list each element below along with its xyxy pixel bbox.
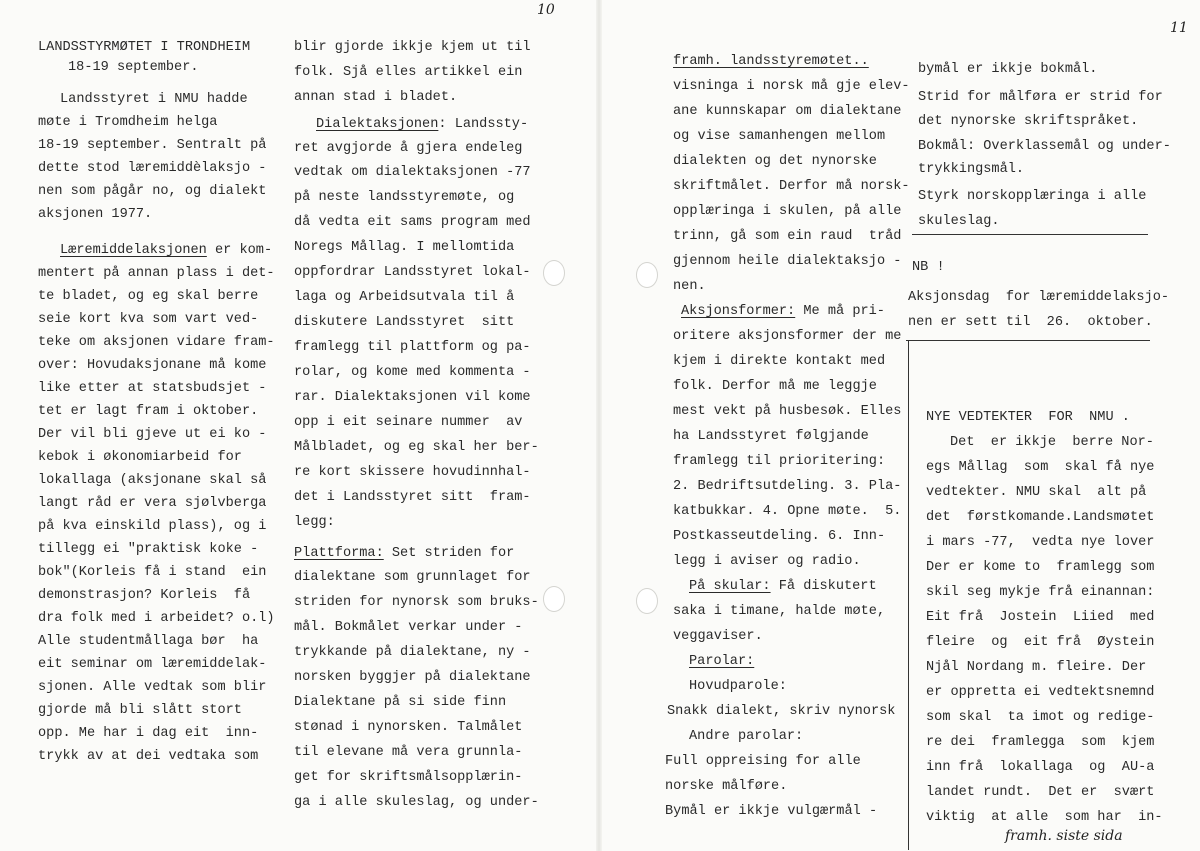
text-line: folk. Sjå elles artikkel ein (294, 65, 523, 80)
text-line: mål. Bokmålet verkar under - (294, 620, 523, 635)
section-heading-dialektaksjonen: Dialektaksjonen (316, 117, 439, 132)
text-line: Det er ikkje berre Nor- (950, 435, 1154, 450)
page-fold (596, 0, 602, 851)
text-line: teke om aksjonen vidare fram- (38, 335, 275, 350)
text-line: Strid for målføra er strid for (918, 90, 1163, 105)
text-line: framlegg til prioritering: (673, 454, 886, 469)
text-line: dette stod læremiddèlaksjo - (38, 161, 267, 176)
text-line (294, 544, 514, 564)
text-line: landet rundt. Det er svært (926, 785, 1155, 800)
text-line: møte i Tromdheim helga (38, 115, 218, 130)
section-heading-paa-skular: På skular: (689, 579, 771, 594)
text-line: dialekten og det nynorske (673, 154, 877, 169)
text-line: sjonen. Alle vedtak som blir (38, 680, 267, 695)
article-title: LANDSSTYRMØTET I TRONDHEIM (38, 40, 251, 55)
text-line: mentert på annan plass i det- (38, 266, 275, 281)
text-line: Aksjonsdag for læremiddelaksjo- (908, 290, 1170, 305)
text-line: ha Landsstyret følgjande (673, 429, 869, 444)
text-line: opplæringa i skulen, på alle (673, 204, 902, 219)
text-line (60, 241, 272, 261)
section-heading-laeremiddel: Læremiddelaksjonen (60, 243, 207, 258)
text-line: vedtekter. NMU skal alt på (926, 485, 1147, 500)
text-line: viktig at alle som har in- (926, 810, 1163, 825)
text-line: legg: (294, 515, 335, 530)
text-line: get for skriftsmålsopplærin- (294, 770, 523, 785)
text-line: bymål er ikkje bokmål. (918, 62, 1098, 77)
text-line: trykkande på dialektane, ny - (294, 645, 531, 660)
text-line: nen er sett til 26. oktober. (908, 315, 1153, 330)
text-line: saka i timane, halde møte, (673, 604, 886, 619)
text-line: opp i eit seinare nummer av (294, 415, 523, 430)
text-line: legg i aviser og radio. (673, 554, 861, 569)
text-line: trinn, gå som ein raud tråd (673, 229, 902, 244)
text-line: gjorde må bli slått stort (38, 703, 242, 718)
text-line: rolar, og kome med kommenta - (294, 365, 531, 380)
text-line: laga og Arbeidsutvala til å (294, 290, 515, 305)
section-heading-plattforma: Plattforma: (294, 546, 384, 561)
text-line: norsken byggjer på dialektane (294, 670, 531, 685)
text-line: Bokmål: Overklassemål og under- (918, 139, 1171, 154)
text-line: skil seg mykje frå einannan: (926, 585, 1155, 600)
text-line: Få diskutert (770, 579, 877, 594)
punch-hole (636, 588, 658, 614)
text-line: på kva einskild plass), og i (38, 519, 267, 534)
text-line: aksjonen 1977. (38, 207, 153, 222)
text-line: trykk av at dei vedtaka som (38, 749, 259, 764)
punch-hole (543, 260, 565, 286)
punch-hole (636, 262, 658, 288)
text-line: egs Mållag som skal få nye (926, 460, 1155, 475)
text-line: : Landssty- (438, 117, 529, 132)
text-line: bok"(Korleis få i stand ein (38, 565, 267, 580)
nb-label: NB ! (912, 260, 945, 275)
text-line: på neste landsstyremøte, og (294, 190, 515, 205)
text-line: nen. (673, 279, 706, 294)
text-line: det i Landsstyret sitt fram- (294, 490, 531, 505)
text-line: veggaviser. (673, 629, 763, 644)
text-line: er kom- (206, 243, 273, 258)
text-line: det nynorske skriftspråket. (918, 114, 1139, 129)
text-line: tet er lagt fram i oktober. (38, 404, 259, 419)
divider-rule (912, 234, 1148, 235)
text-line: demonstrasjon? Korleis få (38, 588, 251, 603)
page-number-left: 10 (537, 2, 555, 18)
section-heading-aksjonsformer: Aksjonsformer: (681, 304, 796, 319)
text-line: norske målføre. (665, 779, 788, 794)
text-line: 2. Bedriftsutdeling. 3. Pla- (673, 479, 902, 494)
text-line: 18-19 september. Sentralt på (38, 138, 267, 153)
section-heading-nye-vedtekter: NYE VEDTEKTER FOR NMU . (926, 410, 1130, 425)
text-line: striden for nynorsk som bruks- (294, 595, 539, 610)
text-line: ga i alle skuleslag, og under- (294, 795, 539, 810)
text-line: visninga i norsk må gje elev- (673, 79, 910, 94)
text-line (689, 577, 877, 597)
text-line: som skal ta imot og redige- (926, 710, 1155, 725)
text-line: Snakk dialekt, skriv nynorsk (667, 704, 896, 719)
text-line: te bladet, og eg skal berre (38, 289, 259, 304)
text-line: Andre parolar: (689, 729, 804, 744)
text-line: til elevane må vera grunnla- (294, 745, 523, 760)
text-line: blir gjorde ikkje kjem ut til (294, 40, 531, 55)
text-line: Landsstyret i NMU hadde (60, 92, 248, 107)
punch-hole (543, 586, 565, 612)
text-line: oppfordrar Landsstyret lokal- (294, 265, 531, 280)
text-line (316, 115, 528, 135)
text-line: ret avgjorde å gjera endeleg (294, 141, 523, 156)
text-line: og vise samanhengen mellom (673, 129, 886, 144)
text-line: skuleslag. (918, 214, 1000, 229)
text-line: lokallaga (aksjonane skal så (38, 473, 267, 488)
continuation-heading: framh. landsstyremøtet.. (673, 54, 869, 69)
text-line: dra folk med i arbeidet? o.l) (38, 611, 275, 626)
text-line: fleire og eit frå Øystein (926, 635, 1155, 650)
text-line: skriftmålet. Derfor må norsk- (673, 179, 910, 194)
text-line: like etter at statsbudsjet - (38, 381, 267, 396)
text-line: Bymål er ikkje vulgærmål - (665, 804, 878, 819)
text-line: kjem i direkte kontakt med (673, 354, 886, 369)
text-line: diskutere Landsstyret sitt (294, 315, 515, 330)
text-line: tillegg ei "praktisk koke - (38, 542, 259, 557)
text-line: Alle studentmållaga bør ha (38, 634, 259, 649)
text-line: det førstkomande.Landsmøtet (926, 510, 1155, 525)
text-line: Set striden for (383, 546, 515, 561)
text-line: Full oppreising for alle (665, 754, 861, 769)
text-line: seie kort kva som vart ved- (38, 312, 259, 327)
text-line: ane kunnskapar om dialektane (673, 104, 902, 119)
text-line: Me må pri- (795, 304, 885, 319)
text-line: mest vekt på husbesøk. Elles (673, 404, 902, 419)
text-line: katbukkar. 4. Opne møte. 5. (673, 504, 902, 519)
text-line: over: Hovudaksjonane må kome (38, 358, 267, 373)
text-line: Der er kome to framlegg som (926, 560, 1155, 575)
text-line: Målbladet, og eg skal her ber- (294, 440, 539, 455)
text-line: nen som pågår no, og dialekt (38, 184, 267, 199)
text-line: vedtak om dialektaksjonen -77 (294, 165, 531, 180)
page-number-right: 11 (1170, 20, 1188, 36)
text-line: re dei framlegga som kjem (926, 735, 1155, 750)
text-line: stønad i nynorsken. Talmålet (294, 720, 523, 735)
text-line: gjennom heile dialektaksjo - (673, 254, 902, 269)
text-line: framlegg til plattform og pa- (294, 340, 531, 355)
text-line: langt råd er vera sjølvberga (38, 496, 267, 511)
text-line: då vedta eit sams program med (294, 215, 531, 230)
text-line: inn frå lokallaga og AU-a (926, 760, 1155, 775)
text-line: annan stad i bladet. (294, 90, 458, 105)
text-line: Dialektane på si side finn (294, 695, 507, 710)
text-line: Postkasseutdeling. 6. Inn- (673, 529, 886, 544)
section-heading-parolar: Parolar: (689, 654, 755, 669)
text-line: opp. Me har i dag eit inn- (38, 726, 259, 741)
text-line: i mars -77, vedta nye lover (926, 535, 1155, 550)
text-line (681, 302, 885, 322)
text-line: rar. Dialektaksjonen vil kome (294, 390, 531, 405)
text-line: Der vil bli gjeve ut ei ko - (38, 427, 267, 442)
handwritten-note: framh. siste sida (1005, 828, 1123, 844)
text-line: oritere aksjonsformer der me (673, 329, 902, 344)
text-line: Noregs Mållag. I mellomtida (294, 240, 515, 255)
text-line: trykkingsmål. (918, 162, 1025, 177)
divider-rule (906, 340, 1150, 341)
text-line: Njål Nordang m. fleire. Der (926, 660, 1147, 675)
article-date: 18-19 september. (68, 60, 199, 75)
text-line: kebok i økonomiarbeid for (38, 450, 242, 465)
text-line: folk. Derfor må me leggje (673, 379, 877, 394)
text-line: dialektane som grunnlaget for (294, 570, 531, 585)
text-line: er oppretta ei vedtektsnemnd (926, 685, 1155, 700)
text-line: Hovudparole: (689, 679, 787, 694)
text-line: eit seminar om læremiddelak- (38, 657, 267, 672)
box-border-left (908, 340, 909, 850)
text-line: Eit frå Jostein Liied med (926, 610, 1155, 625)
text-line: Styrk norskopplæringa i alle (918, 189, 1147, 204)
text-line: re kort skissere hovudinnhal- (294, 465, 531, 480)
